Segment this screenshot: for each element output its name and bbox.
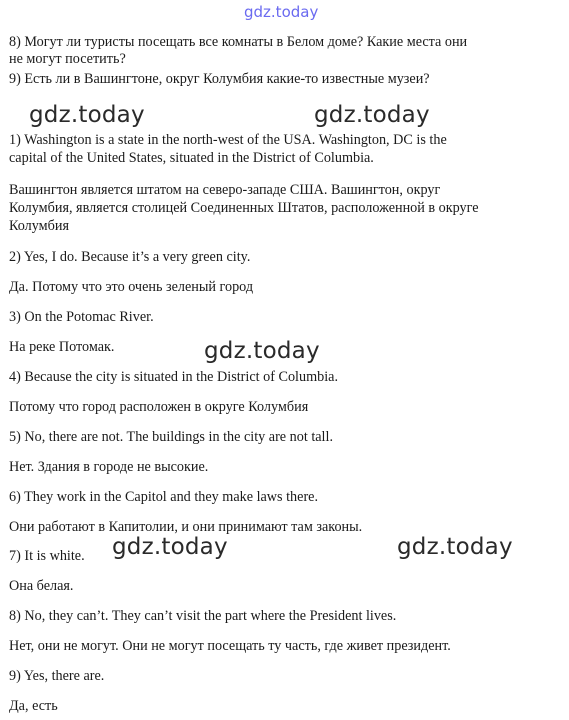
translation-line: Они работают в Капитолии, и они принимают там законы. <box>9 519 363 535</box>
translation-line: Вашингтон является штатом на северо-западе США. Вашингтон, округ <box>9 182 441 198</box>
answer-line: 4) Because the city is situated in the District of Columbia. <box>9 369 339 385</box>
translation-line: Нет, они не могут. Они не могут посещать ту часть, где живет президент. <box>9 638 451 654</box>
answer-line: 2) Yes, I do. Because it’s a very green city. <box>9 249 251 265</box>
translation-line: Колумбия, является столицей Соединенных Штатов, расположенной в округе <box>9 200 479 216</box>
answer-line: 3) On the Potomac River. <box>9 309 154 325</box>
answer-line: 7) It is white. <box>9 548 85 564</box>
text-line: 8) Могут ли туристы посещать все комнаты в Белом доме? Какие места они <box>9 34 468 50</box>
text-line: не могут посетить? <box>9 51 126 67</box>
translation-line: Да. Потому что это очень зеленый город <box>9 279 254 295</box>
watermark: gdz.today <box>112 534 228 560</box>
answer-line: 9) Yes, there are. <box>9 668 105 684</box>
translation-line: Потому что город расположен в округе Колумбия <box>9 399 309 415</box>
text-line: 9) Есть ли в Вашингтоне, округ Колумбия какие-то известные музеи? <box>9 71 430 87</box>
translation-line: Да, есть <box>9 698 58 714</box>
answer-line: 1) Washington is a state in the north-west of the USA. Washington, DC is the <box>9 132 447 148</box>
answer-line: 8) No, they can’t. They can’t visit the part where the President lives. <box>9 608 397 624</box>
watermark-top: gdz.today <box>244 3 319 21</box>
watermark: gdz.today <box>29 102 145 128</box>
translation-line: Она белая. <box>9 578 74 594</box>
translation-line: Колумбия <box>9 218 69 234</box>
watermark: gdz.today <box>397 534 513 560</box>
answer-line: 5) No, there are not. The buildings in the city are not tall. <box>9 429 333 445</box>
translation-line: Нет. Здания в городе не высокие. <box>9 459 209 475</box>
answer-line: 6) They work in the Capitol and they make laws there. <box>9 489 319 505</box>
answer-line: capital of the United States, situated in the District of Columbia. <box>9 150 374 166</box>
watermark: gdz.today <box>314 102 430 128</box>
translation-line: На реке Потомак. <box>9 339 115 355</box>
watermark: gdz.today <box>204 338 320 364</box>
